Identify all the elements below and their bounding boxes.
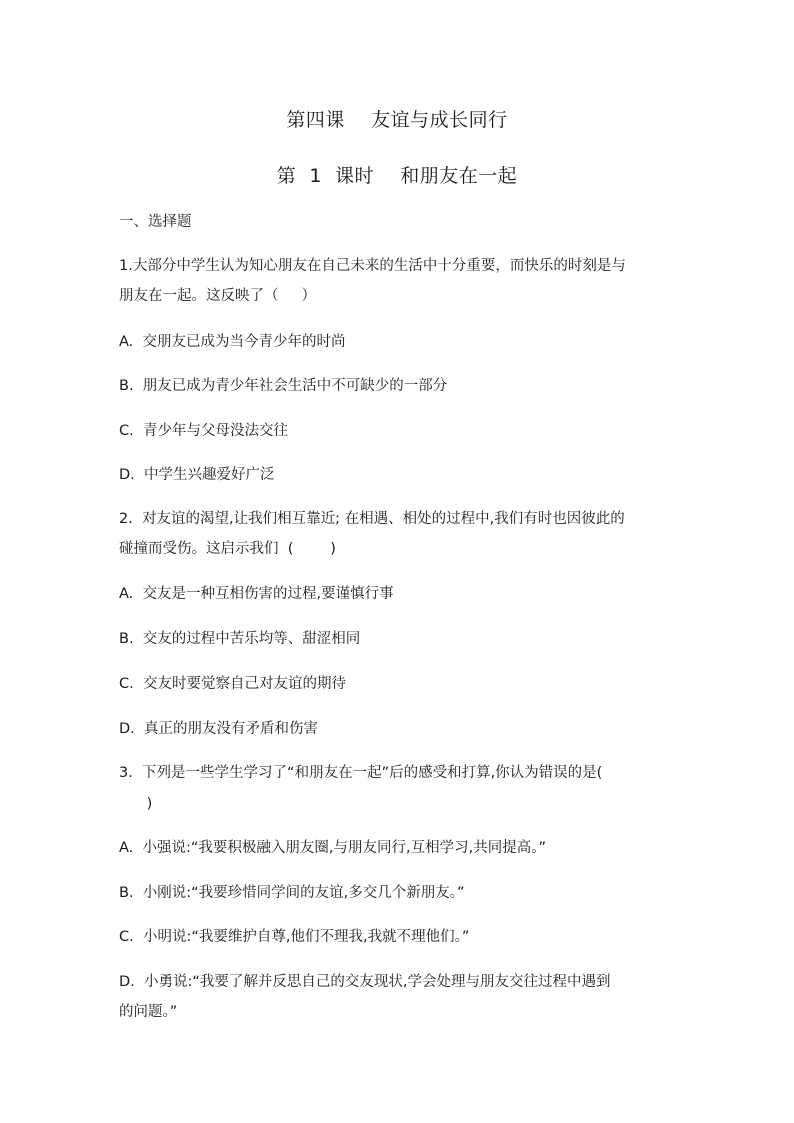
question-3-option-c: C. 小明说:“我要维护自尊,他们不理我,我就不理他们。” (119, 929, 470, 945)
question-3-option-d: D. 小勇说:“我要了解并反思自己的交友现状,学会处理与朋友交往过程中遇到 (119, 974, 611, 990)
question-3-stem-line-1: 3. 下列是一些学生学习了“和朋友在一起”后的感受和打算,你认为错误的是( (119, 765, 603, 781)
question-1-option-c: C. 青少年与父母没法交往 (119, 423, 288, 439)
question-3-option-d-continued: 的问题。” (119, 1004, 178, 1020)
document-title: 第四课 友谊与成长同行 (286, 109, 508, 131)
question-3-option-b: B. 小刚说:“我要珍惜同学间的友谊,多交几个新朋友。” (119, 885, 465, 901)
question-1-stem-line-2: 朋友在一起。这反映了（ ） (119, 288, 317, 304)
section-heading: 一、选择题 (119, 214, 192, 230)
question-2-option-a: A. 交友是一种互相伤害的过程,要谨慎行事 (119, 586, 394, 602)
question-3-stem-line-2: ) (119, 796, 153, 812)
question-1-option-b: B. 朋友已成为青少年社会生活中不可缺少的一部分 (119, 378, 448, 394)
question-2-option-d: D. 真正的朋友没有矛盾和伤害 (119, 721, 318, 737)
question-2-option-b: B. 交友的过程中苦乐均等、甜涩相同 (119, 631, 361, 647)
question-3-option-a: A. 小强说:“我要积极融入朋友圈,与朋友同行,互相学习,共同提高。” (119, 840, 546, 856)
document-subtitle: 第 1 课时 和朋友在一起 (276, 165, 518, 187)
question-1-stem-line-1: 1.大部分中学生认为知心朋友在自己未来的生活中十分重要，而快乐的时刻是与 (119, 258, 626, 274)
question-2-stem-line-1: 2. 对友谊的渴望,让我们相互靠近; 在相遇、相处的过程中,我们有时也因彼此的 (119, 511, 625, 527)
question-1-option-d: D. 中学生兴趣爱好广泛 (119, 467, 275, 483)
question-2-option-c: C. 交友时要觉察自己对友谊的期待 (119, 676, 346, 692)
question-2-stem-line-2: 碰撞而受伤。这启示我们 ( ) (119, 541, 336, 557)
question-1-option-a: A. 交朋友已成为当今青少年的时尚 (119, 334, 346, 350)
